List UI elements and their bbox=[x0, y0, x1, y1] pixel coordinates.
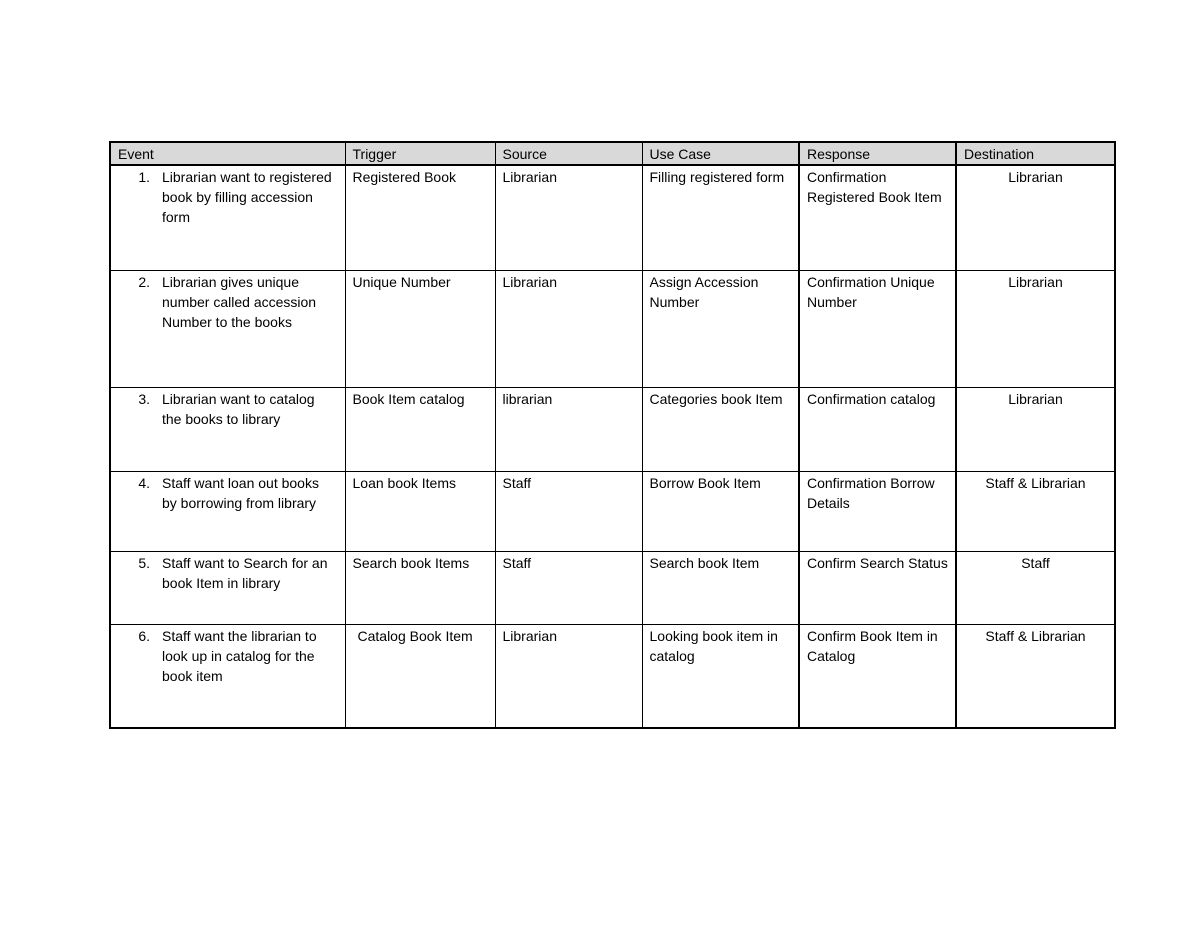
header-trigger: Trigger bbox=[345, 142, 495, 165]
event-text: Staff want the librarian to look up in catalog for the book item bbox=[162, 628, 317, 684]
trigger-cell: Search book Items bbox=[345, 552, 495, 625]
destination-cell: Librarian bbox=[956, 165, 1115, 271]
response-cell: Confirm Book Item in Catalog bbox=[799, 625, 956, 729]
event-number: 1. bbox=[138, 169, 150, 185]
event-number: 6. bbox=[138, 628, 150, 644]
event-cell bbox=[110, 625, 345, 729]
event-cell bbox=[110, 472, 345, 552]
event-text: Librarian want to registered book by filling accession form bbox=[162, 169, 332, 225]
response-cell: Confirmation Unique Number bbox=[799, 271, 956, 388]
event-table bbox=[109, 141, 1116, 729]
header-row bbox=[110, 142, 1115, 165]
use-case-cell: Borrow Book Item bbox=[642, 472, 799, 552]
event-text: Librarian want to catalog the books to library bbox=[162, 391, 315, 427]
source-cell: Librarian bbox=[495, 625, 642, 729]
table-row bbox=[110, 388, 1115, 472]
destination-cell: Librarian bbox=[956, 271, 1115, 388]
table-row bbox=[110, 625, 1115, 729]
event-text: Librarian gives unique number called accession Number to the books bbox=[162, 274, 317, 330]
trigger-cell: Book Item catalog bbox=[345, 388, 495, 472]
table-row bbox=[110, 472, 1115, 552]
header-response: Response bbox=[799, 142, 956, 165]
event-cell bbox=[110, 271, 345, 388]
event-number: 4. bbox=[138, 475, 150, 491]
table-row bbox=[110, 165, 1115, 271]
event-text: Staff want to Search for an book Item in library bbox=[162, 555, 328, 591]
event-number: 3. bbox=[138, 391, 150, 407]
response-cell: Confirmation Borrow Details bbox=[799, 472, 956, 552]
header-source: Source bbox=[495, 142, 642, 165]
event-cell bbox=[110, 552, 345, 625]
event-number: 5. bbox=[138, 555, 150, 571]
destination-cell: Librarian bbox=[956, 388, 1115, 472]
source-cell: Staff bbox=[495, 552, 642, 625]
event-cell bbox=[110, 388, 345, 472]
use-case-cell: Categories book Item bbox=[642, 388, 799, 472]
trigger-cell: Unique Number bbox=[345, 271, 495, 388]
source-cell: Staff bbox=[495, 472, 642, 552]
source-cell: Librarian bbox=[495, 165, 642, 271]
table-row bbox=[110, 271, 1115, 388]
source-cell: Librarian bbox=[495, 271, 642, 388]
response-cell: Confirm Search Status bbox=[799, 552, 956, 625]
use-case-cell: Filling registered form bbox=[642, 165, 799, 271]
source-cell: librarian bbox=[495, 388, 642, 472]
trigger-cell: Loan book Items bbox=[345, 472, 495, 552]
header-use-case: Use Case bbox=[642, 142, 799, 165]
event-cell bbox=[110, 165, 345, 271]
table-row bbox=[110, 552, 1115, 625]
use-case-cell: Search book Item bbox=[642, 552, 799, 625]
event-text: Staff want loan out books by borrowing from library bbox=[162, 475, 319, 511]
use-case-cell: Looking book item in catalog bbox=[642, 625, 799, 729]
header-event: Event bbox=[110, 142, 345, 165]
trigger-cell: Catalog Book Item bbox=[345, 625, 495, 729]
destination-cell: Staff & Librarian bbox=[956, 625, 1115, 729]
header-destination: Destination bbox=[956, 142, 1115, 165]
event-number: 2. bbox=[138, 274, 150, 290]
response-cell: Confirmation Registered Book Item bbox=[799, 165, 956, 271]
use-case-cell: Assign Accession Number bbox=[642, 271, 799, 388]
destination-cell: Staff & Librarian bbox=[956, 472, 1115, 552]
trigger-cell: Registered Book bbox=[345, 165, 495, 271]
response-cell: Confirmation catalog bbox=[799, 388, 956, 472]
destination-cell: Staff bbox=[956, 552, 1115, 625]
